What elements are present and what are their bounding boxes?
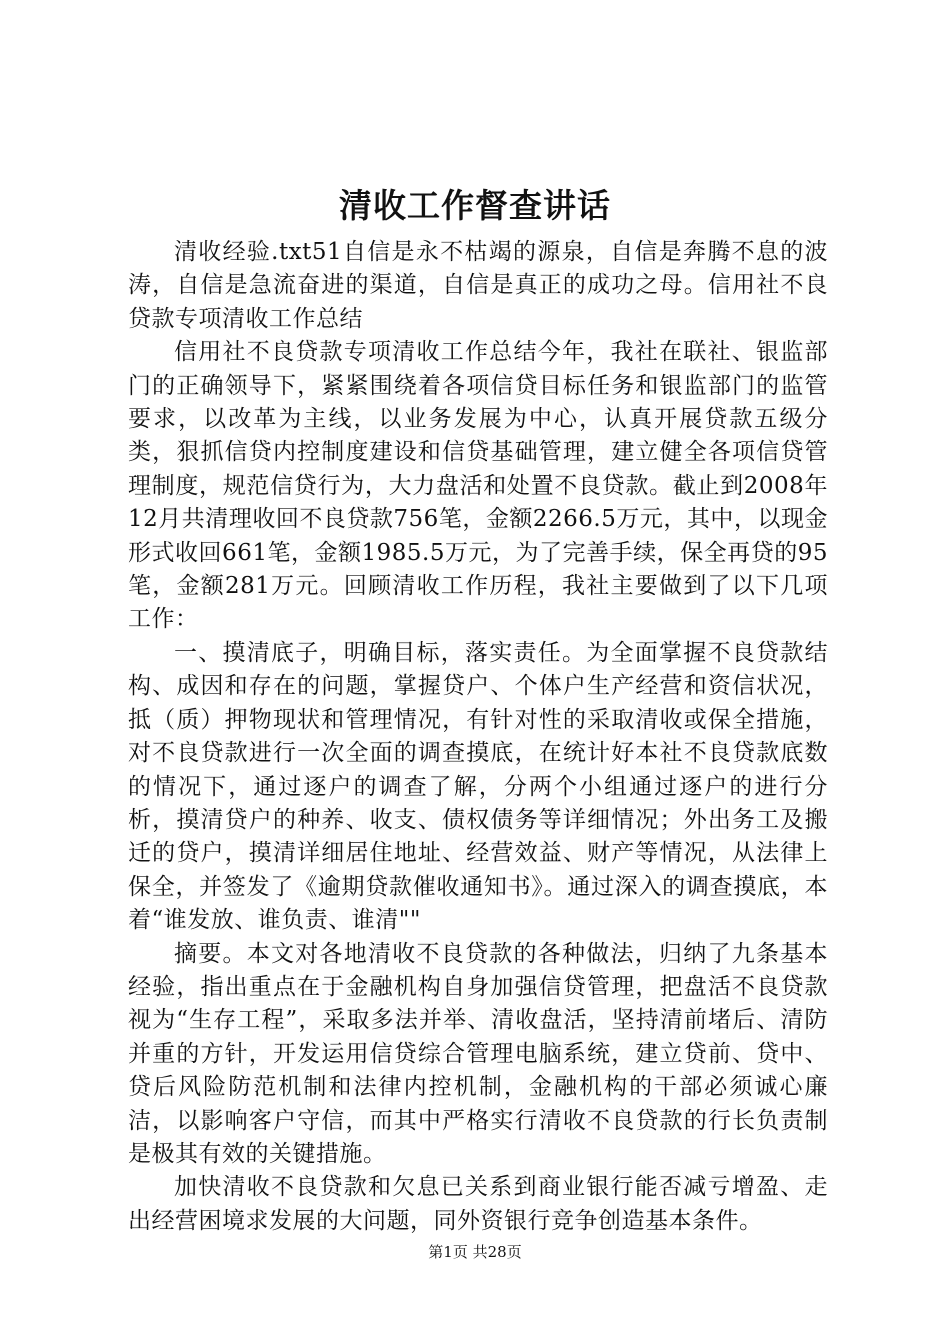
document-body xyxy=(128,236,828,1238)
document-title: 清收工作督查讲话 xyxy=(339,186,611,225)
paragraph: 清收经验.txt51自信是永不枯竭的源泉，自信是奔腾不息的波涛，自信是急流奋进的渠道，自信是真正的成功之母。信用社不良贷款专项清收工作总结 xyxy=(128,239,828,332)
page-number-footer: 第1页 共28页 xyxy=(428,1243,522,1261)
paragraph: 信用社不良贷款专项清收工作总结今年，我社在联社、银监部门的正确领导下，紧紧围绕着各项信贷目标任务和银监部门的监管要求，以改革为主线，以业务发展为中心，认真开展贷款五级分类，狠抓信贷内控制度建设和信贷基础管理，建立健全各项信贷管理制度，规范信贷行为，大力盘活和处置不良贷款。截止到2008年12月共清理收回不良贷款756笔，金额2266.5万元，其中，以现金形式收回661笔，金额1985.5万元，为了完善手续，保全再贷的95笔，金额281万元。回顾清收工作历程，我社主要做到了以下几项工作： xyxy=(128,339,828,633)
paragraph: 加快清收不良贷款和欠息已关系到商业银行能否减亏增盈、走出经营困境求发展的大问题，同外资银行竞争创造基本条件。 xyxy=(128,1174,828,1234)
paragraph: 摘要。本文对各地清收不良贷款的各种做法，归纳了九条基本经验，指出重点在于金融机构自身加强信贷管理，把盘活不良贷款视为“生存工程”，采取多法并举、清收盘活，坚持清前堵后、清防并重的方针，开发运用信贷综合管理电脑系统，建立贷前、贷中、贷后风险防范机制和法律内控机制，金融机构的干部必须诚心廉洁，以影响客户守信，而其中严格实行清收不良贷款的行长负责制是极其有效的关键措施。 xyxy=(128,940,828,1167)
paragraph: 一、摸清底子，明确目标，落实责任。为全面掌握不良贷款结构、成因和存在的问题，掌握贷户、个体户生产经营和资信状况，抵（质）押物现状和管理情况，有针对性的采取清收或保全措施，对不良贷款进行一次全面的调查摸底，在统计好本社不良贷款底数的情况下，通过逐户的调查了解，分两个小组通过逐户的进行分析，摸清贷户的种养、收支、债权债务等详细情况；外出务工及搬迁的贷户，摸清详细居住地址、经营效益、财产等情况，从法律上保全，并签发了《逾期贷款催收通知书》。通过深入的调查摸底，本着“谁发放、谁负责、谁清"" xyxy=(128,639,828,934)
